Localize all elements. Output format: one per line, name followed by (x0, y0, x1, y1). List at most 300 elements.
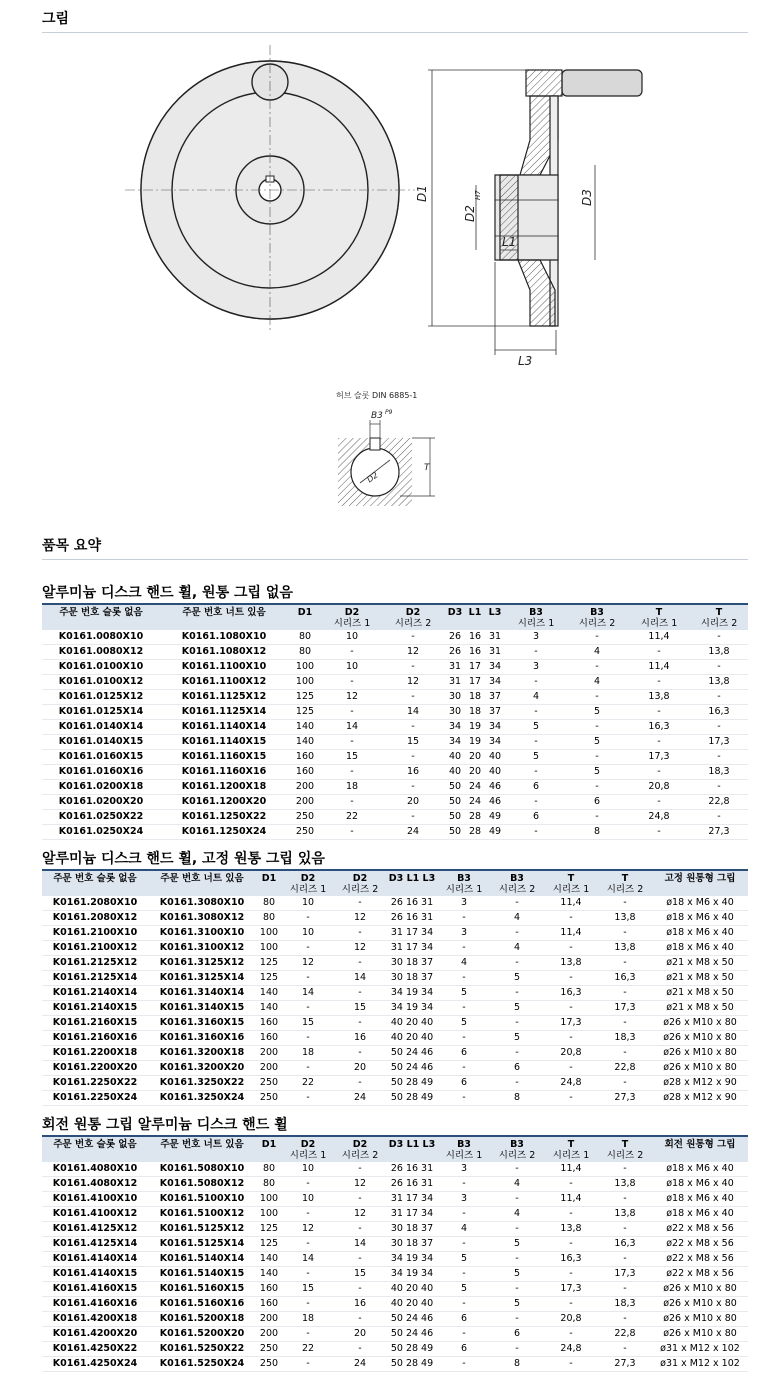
table-cell: 30 (448, 691, 462, 702)
table-cell: ø18 x M6 x 40 (666, 927, 734, 938)
table-cell: - (411, 781, 415, 792)
table-row (42, 690, 748, 705)
table-cell: - (350, 646, 354, 657)
order-code-cell: K0161.1080X10 (181, 631, 267, 642)
table-cell: 4 (460, 1223, 468, 1234)
table-cell: 11,4 (648, 661, 670, 672)
table-row (42, 780, 748, 795)
col-t-s1: T 시리즈 1 (544, 870, 598, 896)
table-cell: - (515, 1223, 519, 1234)
table-row (42, 660, 748, 675)
table-cell: - (358, 1017, 362, 1028)
table-cell: 80 (298, 631, 312, 642)
table-cell: 31 (488, 646, 502, 657)
table-cell: 200 (259, 1062, 279, 1073)
order-code-cell: K0161.3100X12 (159, 942, 245, 953)
table-row (42, 1297, 748, 1312)
table-cell: 17,3 (614, 1002, 636, 1013)
table-cell: 49 (488, 826, 502, 837)
table-cell: - (595, 721, 599, 732)
table-cell: - (623, 1223, 627, 1234)
table-cell: 10 (301, 1163, 315, 1174)
table-cell: 18 (345, 781, 359, 792)
table-cell: 13,8 (560, 1223, 582, 1234)
table-row (42, 1061, 748, 1076)
table-cell: 20 (406, 796, 420, 807)
table-cell: 31 17 34 (390, 1208, 434, 1219)
table-cell: - (462, 1328, 466, 1339)
table-cell: - (411, 661, 415, 672)
table-cell: 14 (345, 721, 359, 732)
table-cell: 14 (353, 972, 367, 983)
table-cell: 16,3 (648, 721, 670, 732)
table-cell: 140 (259, 1253, 279, 1264)
table-cell: - (657, 826, 661, 837)
col-d3-l1-l3: D3 L1 L3 (386, 870, 438, 896)
table-cell: - (462, 1062, 466, 1073)
table-cell: - (657, 766, 661, 777)
table-cell: - (515, 1077, 519, 1088)
table-row (42, 630, 748, 645)
col-b3-s1: B3 시리즈 1 (506, 604, 566, 630)
table-cell: 20 (468, 766, 482, 777)
order-code-cell: K0161.2250X24 (52, 1092, 138, 1103)
order-code-cell: K0161.0200X20 (58, 796, 144, 807)
order-code-cell: K0161.5100X10 (159, 1193, 245, 1204)
table-cell: ø18 x M6 x 40 (666, 1178, 734, 1189)
table-cell: 13,8 (614, 1178, 636, 1189)
table-cell: 40 (488, 766, 502, 777)
col-code-noslot: 주문 번호 슬롯 없음 (42, 870, 148, 896)
table-cell: 20,8 (560, 1047, 582, 1058)
table-cell: - (717, 631, 721, 642)
table-cell: - (595, 691, 599, 702)
table-cell: 24 (353, 1358, 367, 1369)
table-cell: - (515, 1193, 519, 1204)
order-code-cell: K0161.0080X12 (58, 646, 144, 657)
table-cell: 17 (468, 676, 482, 687)
table-cell: 34 (488, 661, 502, 672)
label-b3: B3 (371, 411, 383, 421)
table-row (42, 750, 748, 765)
table-cell: - (462, 1358, 466, 1369)
table-cell: 11,4 (560, 927, 582, 938)
table-cell: 50 24 46 (390, 1328, 434, 1339)
table-cell: - (623, 1077, 627, 1088)
table-cell: ø21 x M8 x 50 (666, 1002, 734, 1013)
table-cell: 140 (259, 987, 279, 998)
table-cell: - (462, 1268, 466, 1279)
table-cell: ø22 x M8 x 56 (666, 1238, 734, 1249)
table-cell: - (595, 661, 599, 672)
table-cell: 100 (259, 1208, 279, 1219)
table-cell: - (515, 897, 519, 908)
table-cell: - (411, 811, 415, 822)
table-cell: 26 16 31 (390, 1163, 434, 1174)
order-code-cell: K0161.5080X10 (159, 1163, 245, 1174)
order-code-cell: K0161.0160X15 (58, 751, 144, 762)
table1 (42, 603, 748, 840)
order-code-cell: K0161.4125X14 (52, 1238, 138, 1249)
table-cell: 16 (468, 631, 482, 642)
col-code-nut: 주문 번호 너트 있음 (148, 1136, 256, 1162)
front-view (125, 45, 415, 330)
order-code-cell: K0161.2080X10 (52, 897, 138, 908)
table-cell: ø26 x M10 x 80 (663, 1283, 737, 1294)
order-code-cell: K0161.2160X15 (52, 1017, 138, 1028)
table-cell: 5 (593, 736, 601, 747)
table-cell: - (595, 811, 599, 822)
table-cell: 30 18 37 (390, 1238, 434, 1249)
table-cell: 16,3 (614, 1238, 636, 1249)
col-d2-s1: D2 시리즈 1 (282, 870, 334, 896)
table-cell: - (657, 706, 661, 717)
col-b3-s1: B3 시리즈 1 (438, 870, 490, 896)
table-cell: 28 (468, 826, 482, 837)
table-cell: 24,8 (560, 1343, 582, 1354)
table-cell: - (717, 781, 721, 792)
section-view (495, 70, 642, 326)
table-cell: 80 (262, 1163, 276, 1174)
order-code-cell: K0161.0250X22 (58, 811, 144, 822)
order-code-cell: K0161.4080X10 (52, 1163, 138, 1174)
table-cell: - (358, 1163, 362, 1174)
table-cell: 5 (513, 1002, 521, 1013)
table-cell: 16,3 (560, 987, 582, 998)
table-cell: - (623, 957, 627, 968)
table-cell: ø31 x M12 x 102 (660, 1343, 740, 1354)
table-cell: ø18 x M6 x 40 (666, 942, 734, 953)
table-cell: 13,8 (708, 676, 730, 687)
table-cell: - (350, 736, 354, 747)
table-cell: 13,8 (708, 646, 730, 657)
table-cell: - (515, 1313, 519, 1324)
table-cell: 40 (448, 766, 462, 777)
table-row (42, 1342, 748, 1357)
hub-slot-drawing (0, 388, 780, 518)
table-cell: - (569, 1002, 573, 1013)
order-code-cell: K0161.3200X20 (159, 1062, 245, 1073)
table-cell: - (462, 972, 466, 983)
table-cell: 40 20 40 (390, 1283, 434, 1294)
table-row (42, 795, 748, 810)
order-code-cell: K0161.4200X18 (52, 1313, 138, 1324)
table-cell: 28 (468, 811, 482, 822)
table-cell: 11,4 (560, 1163, 582, 1174)
table-cell: - (462, 942, 466, 953)
table-cell: 27,3 (614, 1358, 636, 1369)
table-cell: 14 (353, 1238, 367, 1249)
table-cell: - (717, 721, 721, 732)
table-cell: - (515, 957, 519, 968)
table-row (42, 735, 748, 750)
table-cell: 16 (406, 766, 420, 777)
order-code-cell: K0161.3250X22 (159, 1077, 245, 1088)
table-cell: - (515, 927, 519, 938)
order-code-cell: K0161.3140X15 (159, 1002, 245, 1013)
label-d1: D1 (415, 185, 429, 202)
table-cell: - (623, 987, 627, 998)
table-cell: - (358, 1193, 362, 1204)
order-code-cell: K0161.0100X12 (58, 676, 144, 687)
table-cell: 80 (262, 912, 276, 923)
table-cell: 80 (262, 1178, 276, 1189)
table2 (42, 869, 748, 1106)
table-row (42, 1252, 748, 1267)
col-b3-s2: B3 시리즈 2 (490, 1136, 544, 1162)
table-cell: - (623, 1193, 627, 1204)
table-cell: - (306, 1238, 310, 1249)
order-code-cell: K0161.1160X15 (181, 751, 267, 762)
table-row (42, 971, 748, 986)
order-code-cell: K0161.0140X14 (58, 721, 144, 732)
table-cell: - (534, 826, 538, 837)
col-grip: 회전 원통형 그립 (652, 1136, 748, 1162)
table-cell: - (515, 1283, 519, 1294)
table-cell: 100 (295, 661, 315, 672)
table-cell: - (515, 1253, 519, 1264)
table-cell: - (623, 1253, 627, 1264)
table-cell: 5 (460, 1253, 468, 1264)
order-code-cell: K0161.3080X10 (159, 897, 245, 908)
table-cell: 27,3 (614, 1092, 636, 1103)
col-t-s2: T 시리즈 2 (690, 604, 748, 630)
table-cell: 12 (353, 1208, 367, 1219)
table-cell: - (411, 691, 415, 702)
table-cell: - (350, 706, 354, 717)
table-cell: ø21 x M8 x 50 (666, 972, 734, 983)
table-cell: - (350, 796, 354, 807)
table-cell: 34 19 34 (390, 1002, 434, 1013)
table-cell: 17,3 (614, 1268, 636, 1279)
table-cell: 50 (448, 781, 462, 792)
table-cell: 125 (295, 706, 315, 717)
table-row (42, 1016, 748, 1031)
table-cell: 10 (301, 927, 315, 938)
table-cell: 4 (513, 1208, 521, 1219)
table-cell: 20 (468, 751, 482, 762)
table-cell: 6 (593, 796, 601, 807)
table-cell: 20,8 (560, 1313, 582, 1324)
table-cell: - (462, 1092, 466, 1103)
table-cell: ø18 x M6 x 40 (666, 912, 734, 923)
table-cell: 80 (298, 646, 312, 657)
table-cell: 6 (460, 1047, 468, 1058)
table-cell: - (623, 1343, 627, 1354)
table-cell: 46 (488, 796, 502, 807)
table-cell: 24 (468, 781, 482, 792)
table-cell: 15 (353, 1268, 367, 1279)
table-cell: 3 (532, 661, 540, 672)
table-cell: - (350, 766, 354, 777)
order-code-cell: K0161.1250X22 (181, 811, 267, 822)
table1-title: 알루미늄 디스크 핸드 휠, 원통 그립 없음 (42, 585, 293, 601)
table-cell: ø26 x M10 x 80 (663, 1328, 737, 1339)
table-row (42, 1207, 748, 1222)
table-cell: 15 (353, 1002, 367, 1013)
col-d2-s2: D2 시리즈 2 (382, 604, 444, 630)
table2-title: 알루미늄 디스크 핸드 휠, 고정 원통 그립 있음 (42, 851, 325, 867)
table-cell: - (569, 912, 573, 923)
table-cell: 140 (295, 721, 315, 732)
table-cell: - (462, 1032, 466, 1043)
table-cell: ø22 x M8 x 56 (666, 1253, 734, 1264)
table-cell: 100 (259, 927, 279, 938)
table-cell: 250 (295, 811, 315, 822)
table-cell: 3 (532, 631, 540, 642)
order-code-cell: K0161.2080X12 (52, 912, 138, 923)
table-cell: 15 (345, 751, 359, 762)
table-cell: - (534, 766, 538, 777)
table-cell: 125 (259, 972, 279, 983)
table-cell: - (595, 631, 599, 642)
table-cell: - (358, 1283, 362, 1294)
table-cell: - (623, 1017, 627, 1028)
table-cell: - (350, 676, 354, 687)
table-cell: 24 (406, 826, 420, 837)
order-code-cell: K0161.5125X14 (159, 1238, 245, 1249)
table-cell: - (462, 912, 466, 923)
order-code-cell: K0161.4100X10 (52, 1193, 138, 1204)
table-cell: 8 (513, 1092, 521, 1103)
table-cell: 26 (448, 631, 462, 642)
table-row (42, 1312, 748, 1327)
table-cell: 26 16 31 (390, 1178, 434, 1189)
table-row (42, 1091, 748, 1106)
table-cell: ø18 x M6 x 40 (666, 1193, 734, 1204)
order-code-cell: K0161.2160X16 (52, 1032, 138, 1043)
table-cell: 6 (513, 1328, 521, 1339)
table-row (42, 645, 748, 660)
col-d3-l1-l3: D3 L1 L3 (386, 1136, 438, 1162)
table-cell: 18,3 (614, 1298, 636, 1309)
col-d2-s1: D2 시리즈 1 (282, 1136, 334, 1162)
order-code-cell: K0161.5140X14 (159, 1253, 245, 1264)
table-cell: 6 (460, 1343, 468, 1354)
table-cell: 15 (301, 1017, 315, 1028)
table-cell: 5 (532, 721, 540, 732)
table-cell: 26 (448, 646, 462, 657)
order-code-cell: K0161.4250X22 (52, 1343, 138, 1354)
table-cell: - (534, 796, 538, 807)
order-code-cell: K0161.5080X12 (159, 1178, 245, 1189)
order-code-cell: K0161.2200X18 (52, 1047, 138, 1058)
table-cell: 13,8 (560, 957, 582, 968)
table-cell: - (569, 1032, 573, 1043)
table-row (42, 825, 748, 840)
table-cell: ø18 x M6 x 40 (666, 1208, 734, 1219)
table-row (42, 705, 748, 720)
table-cell: 34 (488, 721, 502, 732)
table-cell: ø26 x M10 x 80 (663, 1017, 737, 1028)
table-cell: 250 (259, 1092, 279, 1103)
table-cell: - (717, 691, 721, 702)
label-d2-tol: H7 (474, 190, 482, 200)
table-cell: 50 28 49 (390, 1358, 434, 1369)
table-cell: 22 (301, 1077, 315, 1088)
order-code-cell: K0161.2100X10 (52, 927, 138, 938)
order-code-cell: K0161.4250X24 (52, 1358, 138, 1369)
table-cell: 22,8 (708, 796, 730, 807)
col-l1: L1 (466, 604, 484, 630)
table-cell: 250 (259, 1077, 279, 1088)
table-cell: 31 17 34 (390, 942, 434, 953)
table-cell: 50 24 46 (390, 1062, 434, 1073)
table-row (42, 1357, 748, 1372)
col-t-s1: T 시리즈 1 (544, 1136, 598, 1162)
table-cell: 18,3 (614, 1032, 636, 1043)
table-cell: - (462, 1178, 466, 1189)
table-cell: 20,8 (648, 781, 670, 792)
table-cell: - (623, 1313, 627, 1324)
table-cell: - (358, 1343, 362, 1354)
table-cell: 6 (460, 1313, 468, 1324)
table-cell: - (306, 1358, 310, 1369)
table-cell: - (306, 1002, 310, 1013)
order-code-cell: K0161.2125X12 (52, 957, 138, 968)
col-d3: D3 (444, 604, 466, 630)
table-cell: 5 (513, 1298, 521, 1309)
table-cell: 50 (448, 796, 462, 807)
table-cell: 14 (301, 1253, 315, 1264)
table-cell: 3 (460, 1163, 468, 1174)
summary-heading: 품목 요약 (42, 535, 748, 560)
table-cell: 17 (468, 661, 482, 672)
table-cell: - (358, 987, 362, 998)
table-cell: 125 (259, 1238, 279, 1249)
figure-heading: 그림 (42, 8, 748, 33)
table-cell: 5 (513, 1268, 521, 1279)
table-cell: - (569, 1208, 573, 1219)
table-cell: 15 (301, 1283, 315, 1294)
table-cell: 30 (448, 706, 462, 717)
table-cell: - (306, 942, 310, 953)
table-cell: - (306, 1208, 310, 1219)
order-code-cell: K0161.2140X15 (52, 1002, 138, 1013)
table-cell: - (569, 972, 573, 983)
table-cell: 14 (406, 706, 420, 717)
table-cell: 18 (301, 1313, 315, 1324)
table-cell: - (569, 1092, 573, 1103)
order-code-cell: K0161.4200X20 (52, 1328, 138, 1339)
col-code-noslot: 주문 번호 슬롯 없음 (42, 1136, 148, 1162)
table-cell: 4 (593, 646, 601, 657)
table-row (42, 810, 748, 825)
table-cell: 50 28 49 (390, 1343, 434, 1354)
table-cell: - (515, 987, 519, 998)
col-b3-s2: B3 시리즈 2 (490, 870, 544, 896)
table-cell: 37 (488, 691, 502, 702)
table-cell: - (411, 751, 415, 762)
table-cell: 100 (295, 676, 315, 687)
table-cell: 5 (460, 1283, 468, 1294)
table-cell: 160 (259, 1298, 279, 1309)
table-cell: 6 (532, 811, 540, 822)
table-cell: - (623, 1283, 627, 1294)
table-cell: - (657, 676, 661, 687)
table-cell: 27,3 (708, 826, 730, 837)
table-cell: 200 (295, 796, 315, 807)
table-cell: 19 (468, 736, 482, 747)
table-cell: - (462, 1208, 466, 1219)
table-cell: 40 20 40 (390, 1298, 434, 1309)
table-cell: 34 19 34 (390, 987, 434, 998)
order-code-cell: K0161.2250X22 (52, 1077, 138, 1088)
table-cell: 24 (468, 796, 482, 807)
label-b3-tol: P9 (385, 409, 393, 416)
col-l3: L3 (484, 604, 506, 630)
table-cell: 40 20 40 (390, 1017, 434, 1028)
